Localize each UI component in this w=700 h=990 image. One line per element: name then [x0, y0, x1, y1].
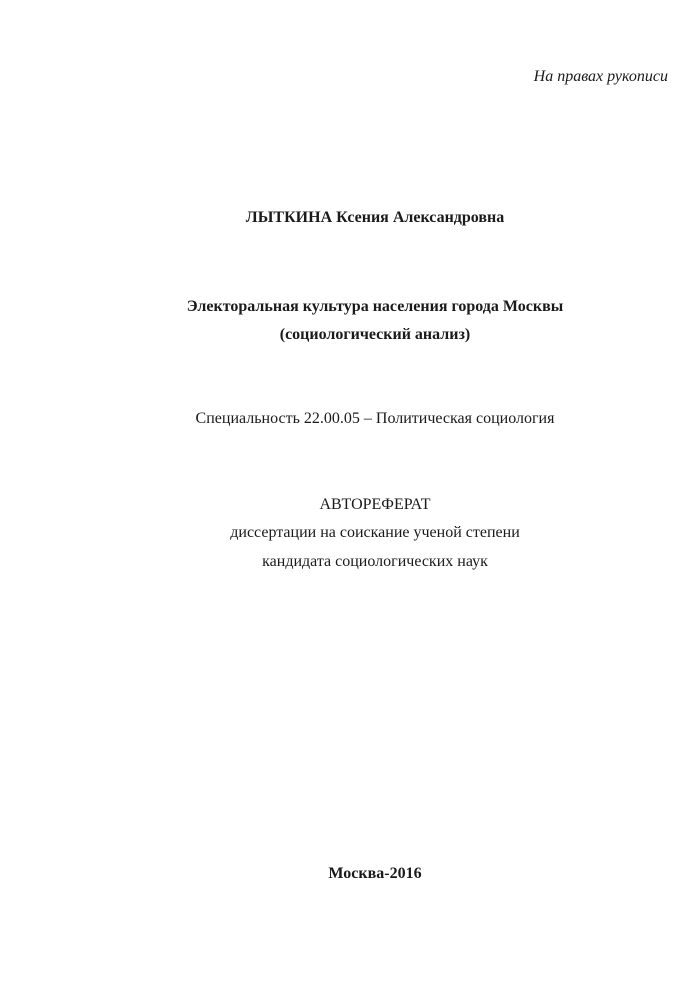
- document-description-line-2: кандидата социологических наук: [262, 553, 488, 570]
- dissertation-title-line-1: Электоральная культура населения города Москвы: [186, 298, 564, 315]
- document-description-line-1: диссертации на соискание ученой степени: [230, 524, 520, 541]
- place-and-year: Москва-2016: [328, 865, 422, 882]
- manuscript-rights-note: На правах рукописи: [533, 68, 668, 85]
- dissertation-title-line-2: (социологический анализ): [279, 326, 471, 343]
- specialty-line: Специальность 22.00.05 – Политическая социология: [195, 410, 555, 427]
- document-type-label: АВТОРЕФЕРАТ: [319, 496, 431, 513]
- author-name: ЛЫТКИНА Ксения Александровна: [245, 209, 505, 226]
